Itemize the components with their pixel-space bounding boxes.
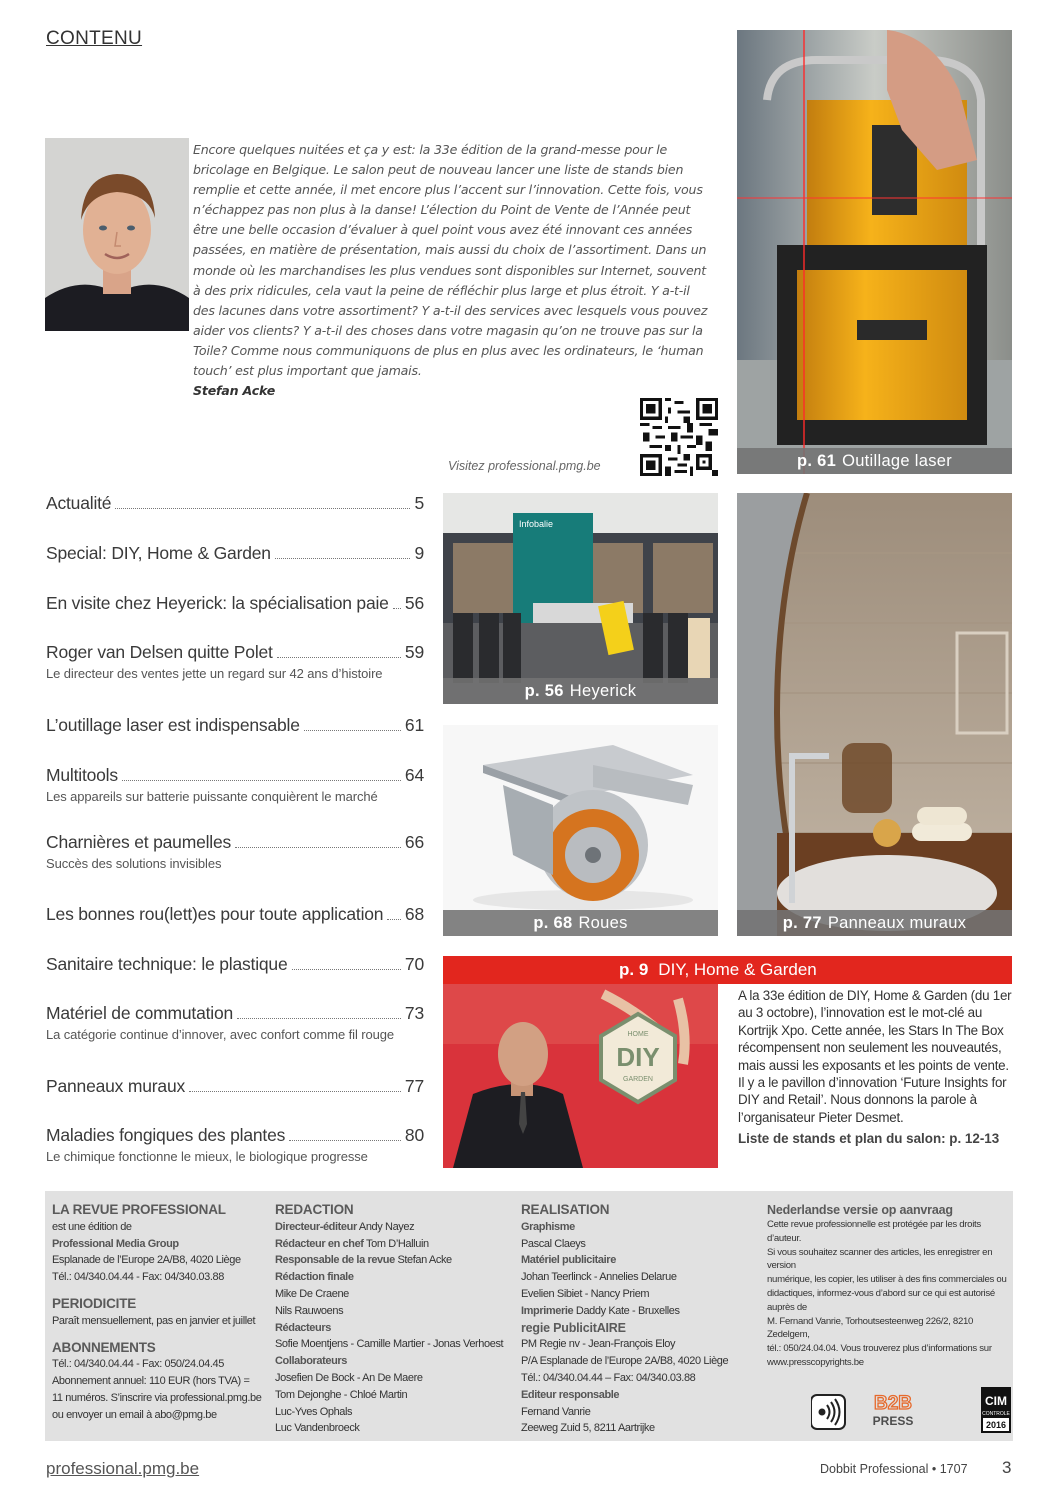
colophon-line: 11 numéros. S’inscrire via professional.pmg.be xyxy=(52,1391,262,1404)
editorial-intro xyxy=(193,140,713,401)
colophon-line: Mike De Craene xyxy=(275,1287,349,1300)
editor-portrait xyxy=(45,138,189,331)
toc-entry[interactable] xyxy=(46,593,424,614)
toc-title: Maladies fongiques des plantes xyxy=(46,1125,286,1145)
diy-sign-top: HOME xyxy=(627,1031,649,1038)
colophon-role: Collaborateurs xyxy=(275,1355,348,1368)
visit-website-text: Visitez professional.pmg.be xyxy=(448,459,601,473)
photo-diy-organizer[interactable] xyxy=(443,984,718,1168)
toc-subtitle: Succès des solutions invisibles xyxy=(46,856,222,871)
toc-leader xyxy=(393,608,401,609)
toc-page: 64 xyxy=(404,765,424,785)
colophon-line: PM Regie nv - Jean-François Eloy xyxy=(521,1338,676,1351)
toc-entry[interactable] xyxy=(46,832,424,871)
colophon-heading: REDACTION xyxy=(275,1202,354,1217)
caption-roues xyxy=(443,910,718,936)
colophon-line: Tél.: 04/340.04.44 – Fax: 04/340.03.88 xyxy=(521,1371,696,1384)
caption-laser-page: p. 61 xyxy=(796,452,837,470)
press-logo-text: PRESS xyxy=(872,1414,914,1428)
colophon-value: Andy Nayez xyxy=(358,1220,415,1233)
toc-entry[interactable] xyxy=(46,543,424,564)
colophon-line: M. Fernand Vanrie, Torhoutsesteenweg 226/2, 8210 Zedelgem, xyxy=(767,1315,974,1341)
colophon-link[interactable]: www.presscopyrights.be xyxy=(767,1356,864,1368)
caption-panneaux-label: Panneaux muraux xyxy=(827,914,967,932)
toc-leader xyxy=(292,969,401,970)
colophon-line: Professional Media Group xyxy=(52,1237,179,1250)
toc-leader xyxy=(387,919,401,920)
colophon-copyright xyxy=(767,1202,1011,1370)
colophon-line: Abonnement annuel: 110 EUR (hors TVA) = xyxy=(52,1375,250,1388)
toc-title: Sanitaire technique: le plastique xyxy=(46,954,288,974)
colophon-line: Josefien De Bock - An De Maere xyxy=(275,1371,423,1384)
toc-page: 5 xyxy=(414,493,424,513)
section-title: CONTENU xyxy=(46,28,143,49)
toc-title: Special: DIY, Home & Garden xyxy=(46,543,271,563)
diy-sign-main: DIY xyxy=(616,1042,660,1072)
toc-page: 59 xyxy=(404,642,424,662)
colophon-heading: LA REVUE PROFESSIONAL xyxy=(52,1202,226,1217)
colophon-line: Sofie Moentjens - Camille Martier - Jonas Verhoest xyxy=(275,1338,504,1351)
toc-title: Multitools xyxy=(46,765,118,785)
colophon-heading: PERIODICITE xyxy=(52,1295,137,1311)
cim-logo-year: 2016 xyxy=(985,1420,1007,1430)
cim-logo-text: CIM xyxy=(985,1394,1007,1408)
cim-logo-control: CONTROLE xyxy=(982,1411,1010,1417)
caption-roues-page: p. 68 xyxy=(533,914,573,932)
toc-entry[interactable] xyxy=(46,765,424,804)
colophon-line: numérique, les copier, les utiliser à des fins commerciales ou xyxy=(767,1274,1007,1286)
toc-page: 70 xyxy=(404,954,424,974)
toc-page: 73 xyxy=(404,1003,424,1023)
colophon-line: Esplanade de l’Europe 2A/B8, 4020 Liège xyxy=(52,1254,241,1267)
cim-logo-icon xyxy=(981,1387,1011,1433)
colophon-line: Johan Teerlinck - Annelies Delarue xyxy=(521,1271,677,1284)
diy-banner-label: DIY, Home & Garden xyxy=(658,960,817,979)
colophon-heading: REALISATION xyxy=(521,1202,610,1217)
colophon-line: est une édition de xyxy=(52,1220,132,1233)
toc-entry[interactable] xyxy=(46,1076,424,1097)
caption-heyerick-label: Heyerick xyxy=(569,682,637,700)
caption-roues-label: Roues xyxy=(578,914,628,932)
colophon-role: Responsable de la revue xyxy=(275,1254,395,1267)
toc-leader xyxy=(189,1091,401,1092)
toc-subtitle: Le chimique fonctionne le mieux, le biologique progresse xyxy=(46,1149,368,1164)
toc-entry[interactable] xyxy=(46,715,424,736)
colophon-publisher xyxy=(52,1202,272,1424)
colophon-heading: Nederlandse versie op aanvraag xyxy=(767,1203,953,1217)
toc-leader xyxy=(277,657,401,658)
toc-page: 68 xyxy=(404,904,424,924)
toc-leader xyxy=(275,558,411,559)
caption-panneaux xyxy=(737,910,1012,936)
diy-stand-list-link[interactable]: Liste de stands et plan du salon: p. 12-13 xyxy=(738,1131,1000,1146)
colophon-role: Graphisme xyxy=(521,1220,575,1233)
toc-leader xyxy=(289,1140,401,1141)
colophon-line: Pascal Claeys xyxy=(521,1237,586,1250)
caption-panneaux-page: p. 77 xyxy=(782,914,822,932)
toc-entry[interactable] xyxy=(46,954,424,975)
colophon-role: Matériel publicitaire xyxy=(521,1254,616,1267)
partner-logos xyxy=(811,1387,1011,1433)
diy-feature-text: A la 33e édition de DIY, Home & Garden (du 1er au 3 octobre), l’innovation est le mot-clé au Kortrijk Xpo. Cette année, les Stars In The Box récompensent non seulement les nouveautés, mais aussi les exposants et les points de vente. Il y a le pavillon d’innovation ‘Future Insights for DIY and Retail’. Nous donnons la parole à l’organisateur Pieter Desmet. xyxy=(738,988,1012,1125)
toc-title: Charnières et paumelles xyxy=(46,832,232,852)
toc-leader xyxy=(304,730,401,731)
colophon-line: Luc Vandenbroeck xyxy=(275,1422,360,1435)
colophon-line: Evelien Sibiet - Nancy Priem xyxy=(521,1287,650,1300)
colophon-line: Cette revue professionnelle est protégée par les droits d’auteur. xyxy=(767,1219,981,1244)
colophon-line: Tél.: 04/340.04.44 - Fax: 04/340.03.88 xyxy=(52,1271,224,1284)
toc-title: Matériel de commutation xyxy=(46,1003,234,1023)
colophon-line: Tom Dejonghe - Chloé Martin xyxy=(275,1388,408,1401)
diy-feature-banner[interactable] xyxy=(443,956,1012,984)
colophon-line: Fernand Vanrie xyxy=(521,1405,591,1418)
toc-page: 56 xyxy=(404,593,424,613)
toc-entry[interactable] xyxy=(46,642,424,681)
b2b-logo-text: B2B xyxy=(873,1393,913,1414)
toc-leader xyxy=(122,780,401,781)
caption-laser xyxy=(737,448,1012,474)
colophon-redaction xyxy=(275,1202,515,1437)
colophon-line: ou envoyer un email à abo@pmg.be xyxy=(52,1408,217,1421)
toc-title: Les bonnes rou(lett)es pour toute application xyxy=(46,904,384,924)
toc-title: En visite chez Heyerick: la spécialisation paie xyxy=(46,593,389,613)
colophon-value: Daddy Kate - Bruxelles xyxy=(575,1304,680,1317)
toc-title: Panneaux muraux xyxy=(46,1076,186,1096)
toc-page: 61 xyxy=(404,715,424,735)
colophon-line: tél.: 050/24.04.04. Vous trouverez plus d’informations sur xyxy=(767,1343,992,1355)
colophon-line: Paraît mensuellement, pas en janvier et juillet xyxy=(52,1314,256,1327)
colophon-role: Rédacteurs xyxy=(275,1321,331,1334)
colophon-role: Editeur responsable xyxy=(521,1388,620,1401)
toc-leader xyxy=(115,508,410,509)
photo-laser-tool[interactable] xyxy=(737,30,1012,474)
colophon xyxy=(45,1191,1013,1441)
toc-title: Actualité xyxy=(46,493,112,513)
toc-title: L’outillage laser est indispensable xyxy=(46,715,300,735)
colophon-role: Rédaction finale xyxy=(275,1271,354,1284)
colophon-heading: ABONNEMENTS xyxy=(52,1339,156,1355)
diy-banner-page: p. 9 xyxy=(619,960,649,979)
b2b-press-logo-icon xyxy=(873,1393,914,1428)
qr-code[interactable] xyxy=(640,398,718,476)
colophon-line: Zeeweg Zuid 5, 8211 Aartrijke xyxy=(521,1422,655,1435)
toc-page: 9 xyxy=(414,543,424,563)
toc-leader xyxy=(237,1018,401,1019)
colophon-value: Tom D’Halluin xyxy=(366,1237,429,1250)
toc-page: 66 xyxy=(404,832,424,852)
toc-title: Roger van Delsen quitte Polet xyxy=(46,642,273,662)
editorial-author: Stefan Acke xyxy=(193,383,276,399)
audio-logo-icon xyxy=(811,1395,845,1429)
colophon-heading: regie PublicitAIRE xyxy=(521,1320,626,1335)
caption-heyerick xyxy=(443,678,718,704)
colophon-role: Rédacteur en chef xyxy=(275,1237,364,1250)
toc-entry[interactable] xyxy=(46,904,424,925)
colophon-value: Stefan Acke xyxy=(397,1254,452,1267)
toc-leader xyxy=(235,847,401,848)
toc-subtitle: La catégorie continue d’innover, avec confort comme fil rouge xyxy=(46,1027,394,1042)
colophon-role: Directeur-éditeur xyxy=(275,1220,357,1233)
page-number: 3 xyxy=(1002,1458,1012,1477)
toc-page: 80 xyxy=(404,1125,424,1145)
colophon-line: didactiques, informez-vous d’abord sur ce qui est autorisé auprès de xyxy=(767,1287,995,1313)
toc-page: 77 xyxy=(404,1076,424,1096)
photo-heyerick-store[interactable] xyxy=(443,493,718,704)
toc-subtitle: Les appareils sur batterie puissante conquièrent le marché xyxy=(46,789,378,804)
magazine-issue: Dobbit Professional • 1707 xyxy=(820,1462,968,1476)
website-link[interactable]: professional.pmg.be xyxy=(46,1459,200,1478)
photo-caster-wheel[interactable] xyxy=(443,725,718,936)
photo-wall-panels[interactable] xyxy=(737,493,1012,936)
infobalie-sign: Infobalie xyxy=(519,519,554,529)
colophon-line: Luc-Yves Ophals xyxy=(275,1405,353,1418)
colophon-role: Imprimerie xyxy=(521,1304,574,1317)
toc-entry[interactable] xyxy=(46,493,424,514)
colophon-line: P/A Esplanade de l’Europe 2A/B8, 4020 Liège xyxy=(521,1355,729,1368)
diy-sign-bottom: GARDEN xyxy=(623,1076,653,1083)
editorial-text: Encore quelques nuitées et ça y est: la 33e édition de la grand-messe pour le bricolage en Belgique. Le salon peut de nouveau lancer une liste de stands bien remplie et cette année, il met encore plus l’accent sur l’innovation. Cette fois, vous n’échappez pas non plus à la danse! L’élection du Point de Vente de l’Année peut être une belle occasion d’évaluer à quel point vous avez été innovant ces années passées, en matière de présentation, mais aussi du choix de l’assortiment. Dans un monde où les marchandises les plus vendues sont disponibles sur Internet, souvent à des prix ridicules, cela vaut la peine de réfléchir plus large et plus étroit. Y a-t-il des lacunes dans votre assortiment? Y a-t-il des services avec lesquels vous pouvez aider vos clients? Y a-t-il des choses dans votre magasin qu’on ne trouve pas sur la Toile? Comme nous communiquons de plus en plus avec les ordinateurs, le ‘human touch’ est plus important que jamais. xyxy=(193,142,708,379)
colophon-line: Nils Rauwoens xyxy=(275,1304,344,1317)
toc-entry[interactable] xyxy=(46,1003,424,1042)
caption-heyerick-page: p. 56 xyxy=(524,682,564,700)
toc-subtitle: Le directeur des ventes jette un regard sur 42 ans d’histoire xyxy=(46,666,383,681)
colophon-realisation xyxy=(521,1202,761,1437)
toc-entry[interactable] xyxy=(46,1125,424,1164)
colophon-line: Si vous souhaitez scanner des articles, les enregistrer en version xyxy=(767,1246,993,1272)
caption-laser-label: Outillage laser xyxy=(842,452,953,470)
colophon-line: Tél.: 04/340.04.44 - Fax: 050/24.04.45 xyxy=(52,1358,224,1371)
